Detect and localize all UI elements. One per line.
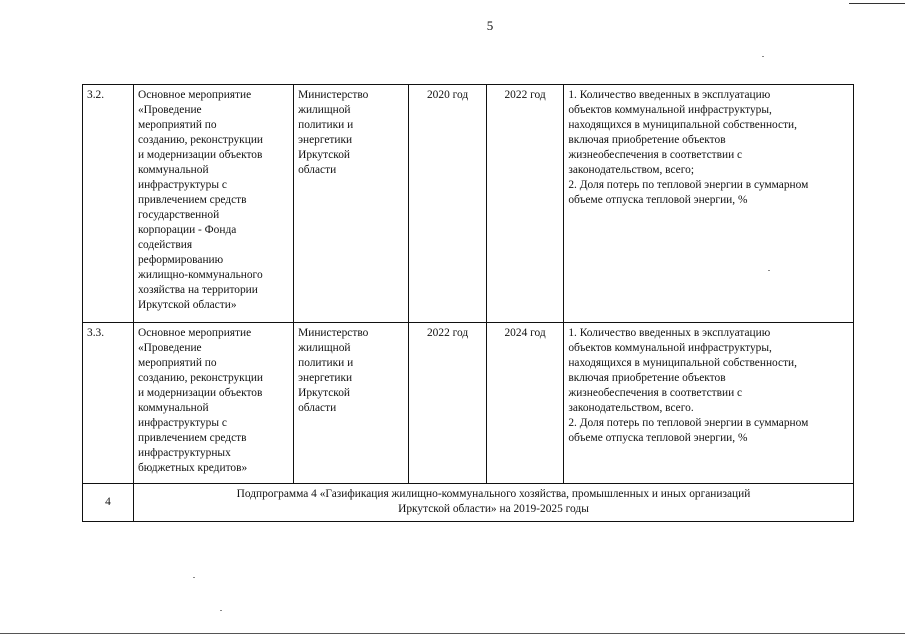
indicator-line: включая приобретение объектов [568,372,726,384]
measure-name-line: мероприятий по [137,119,217,131]
subprogram-title [133,484,853,522]
measure-name-line: коммунальной [137,402,209,414]
indicator-line: жизнеобеспечения в соответствии с [568,149,743,161]
executor-line: Иркутской [298,149,351,161]
top-edge-rule [849,3,905,4]
indicator-line: включая приобретение объектов [568,134,726,146]
executor-line: политики и [298,357,354,369]
measure-name-line: Иркутской области» [137,299,237,311]
scan-speck [193,577,195,578]
measure-name-line: привлечением средств [137,194,247,206]
scan-speck [220,610,222,611]
measure-name-cell [133,85,293,323]
executor-line: энергетики [298,134,353,146]
subprogram-title-line: Подпрограмма 4 «Газификация жилищно-коммунального хозяйства, промышленных и иных организаций [236,488,751,500]
indicator-line: жизнеобеспечения в соответствии с [568,387,743,399]
end-year: 2024 год [486,323,564,484]
executor-cell [294,85,409,323]
measure-name-line: Основное мероприятие [137,89,252,101]
measure-name-line: бюджетных кредитов» [137,462,248,474]
subprogram-number: 4 [83,484,134,522]
row-number: 3.2. [83,85,134,323]
scan-speck [762,56,764,57]
end-year: 2022 год [486,85,564,323]
measure-name-line: коммунальной [137,164,209,176]
measure-name-line: хозяйства на территории [137,284,258,296]
start-year: 2020 год [409,85,487,323]
scan-speck [768,270,770,271]
executor-line: Министерство [298,327,369,339]
indicator-line: находящихся в муниципальной собственности, [568,357,797,369]
indicator-line: объеме отпуска тепловой энергии, % [568,194,748,206]
executor-line: области [298,164,337,176]
measure-name-line: корпорации - Фонда [137,224,237,236]
indicator-line: законодательством, всего. [568,402,694,414]
table-row [83,323,854,484]
executor-line: области [298,402,337,414]
measure-name-line: жилищно-коммунального [137,269,263,281]
executor-line: Иркутской [298,387,351,399]
indicator-line: объектов коммунальной инфраструктуры, [568,342,772,354]
indicators-cell [564,85,854,323]
measure-name-line: привлечением средств [137,432,247,444]
measure-name-line: реформированию [137,254,224,266]
indicator-line: законодательством, всего; [568,164,694,176]
measure-name-line: и модернизации объектов [137,387,263,399]
start-year: 2022 год [409,323,487,484]
measures-table [82,84,854,522]
executor-line: Министерство [298,89,369,101]
executor-line: жилищной [298,342,351,354]
measure-name-line: «Проведение [137,104,202,116]
indicator-line: 1. Количество введенных в эксплуатацию [568,327,771,339]
indicator-line: объеме отпуска тепловой энергии, % [568,432,748,444]
executor-line: энергетики [298,372,353,384]
measure-name-cell [133,323,293,484]
indicator-line: 2. Доля потерь по тепловой энергии в суммарном [568,417,809,429]
table-row [83,85,854,323]
subprogram-row [83,484,854,522]
row-number: 3.3. [83,323,134,484]
measure-name-line: созданию, реконструкции [137,372,264,384]
indicator-line: 1. Количество введенных в эксплуатацию [568,89,771,101]
bottom-edge-rule [0,633,905,634]
measure-name-line: мероприятий по [137,357,217,369]
executor-line: политики и [298,119,354,131]
indicators-cell [564,323,854,484]
measure-name-line: содействия [137,239,193,251]
measure-name-line: государственной [137,209,220,221]
measure-name-line: инфраструктурных [137,447,231,459]
measure-name-line: инфраструктуры с [137,417,227,429]
measure-name-line: и модернизации объектов [137,149,263,161]
measure-name-line: созданию, реконструкции [137,134,264,146]
measure-name-line: Основное мероприятие [137,327,252,339]
indicator-line: объектов коммунальной инфраструктуры, [568,104,772,116]
executor-line: жилищной [298,104,351,116]
executor-cell [294,323,409,484]
indicator-line: 2. Доля потерь по тепловой энергии в суммарном [568,179,809,191]
measure-name-line: инфраструктуры с [137,179,227,191]
indicator-line: находящихся в муниципальной собственности, [568,119,797,131]
measure-name-line: «Проведение [137,342,202,354]
subprogram-title-line: Иркутской области» на 2019-2025 годы [398,503,589,515]
page-number: 5 [486,18,494,33]
